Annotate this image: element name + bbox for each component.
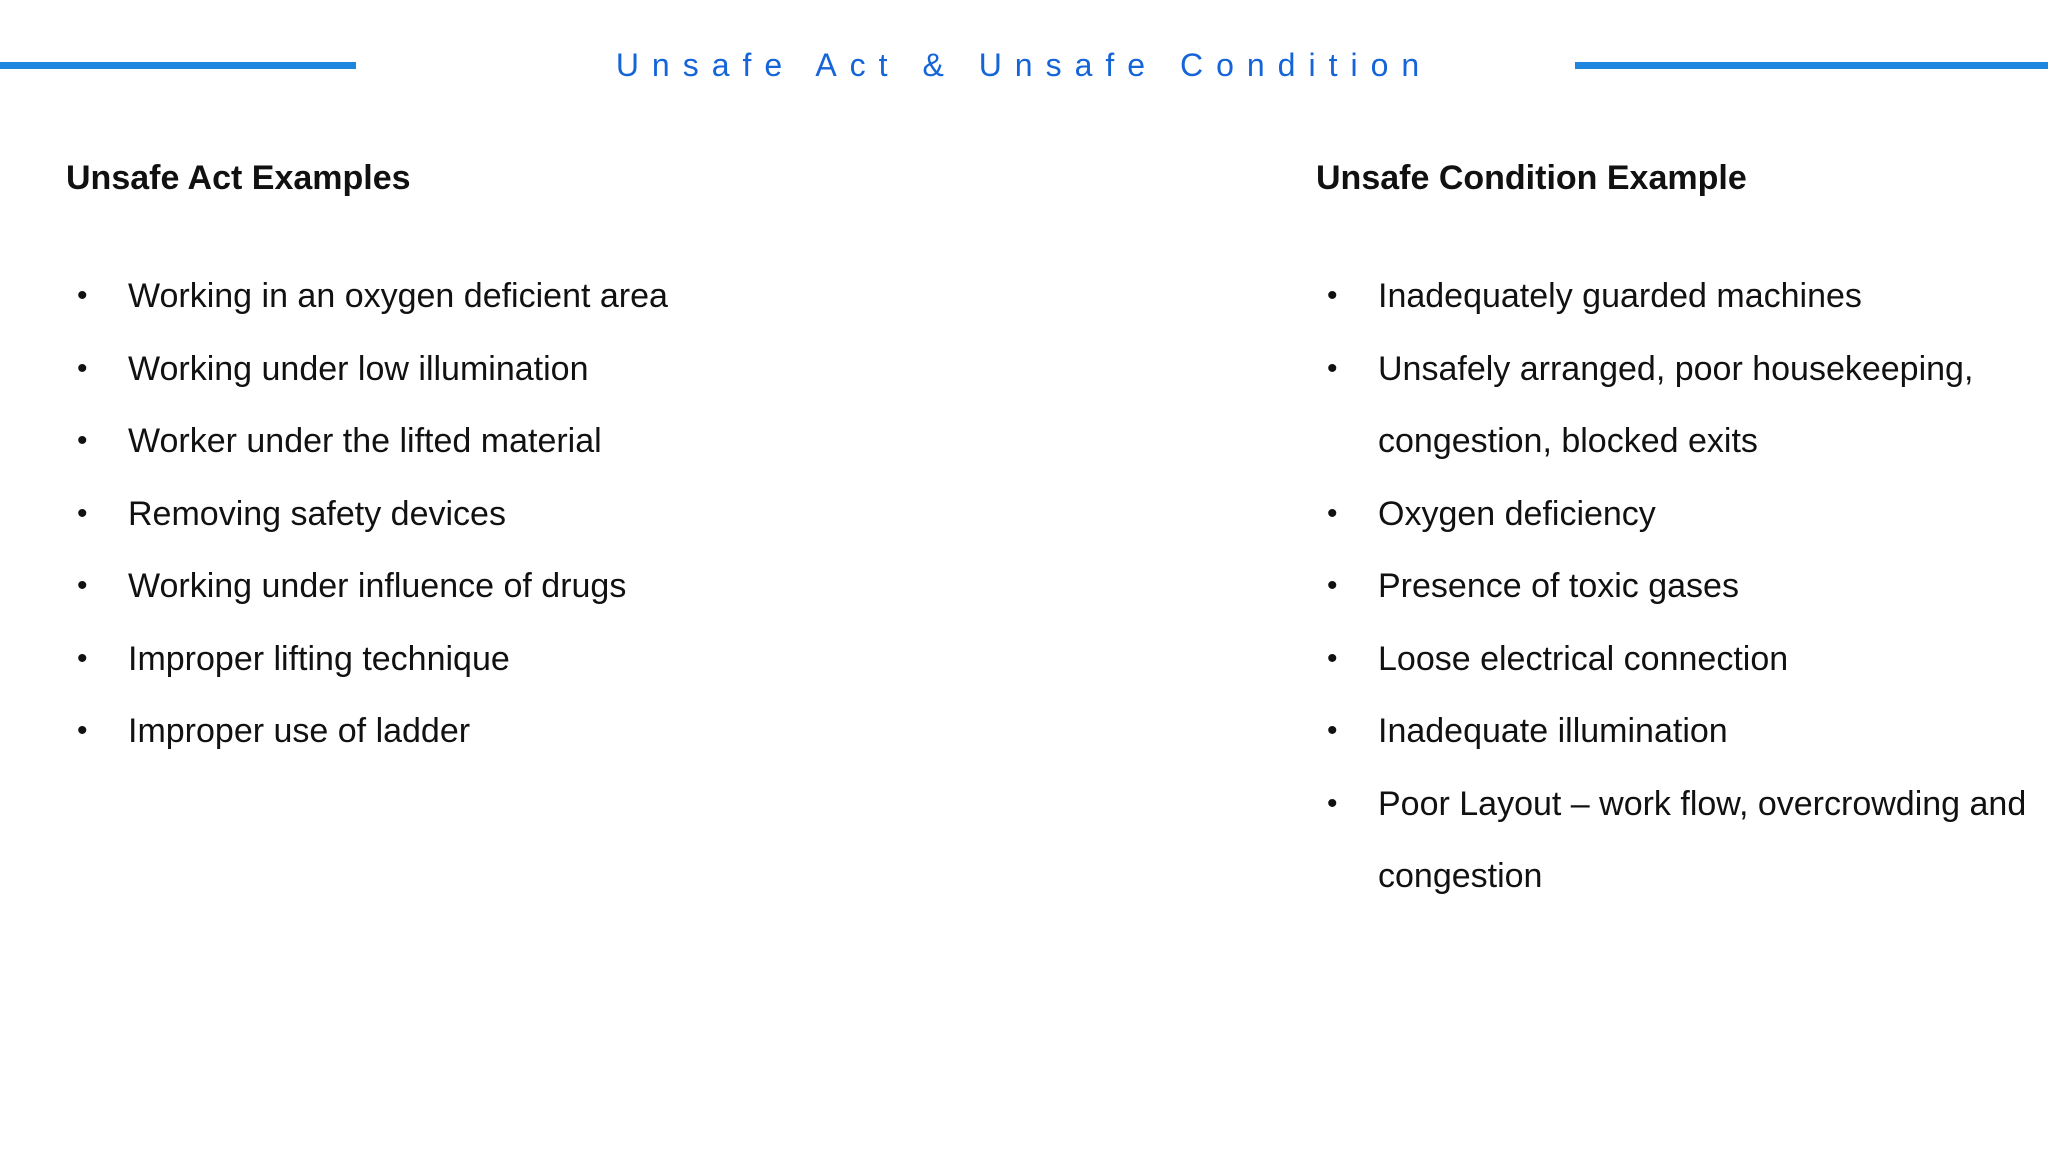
- list-item: • Presence of toxic gases: [1316, 550, 2036, 623]
- unsafe-condition-heading: Unsafe Condition Example: [1316, 159, 1747, 197]
- list-item: • Inadequately guarded machines: [1316, 260, 2036, 333]
- slide-title: Unsafe Act & Unsafe Condition: [615, 47, 1433, 83]
- unsafe-act-column: [66, 150, 1266, 768]
- list-item: • Working under influence of drugs: [66, 550, 1266, 623]
- list-item: • Loose electrical connection: [1316, 623, 2036, 696]
- list-item: • Inadequate illumination: [1316, 695, 2036, 768]
- list-item: • Oxygen deficiency: [1316, 478, 2036, 551]
- unsafe-act-list: [66, 260, 1266, 768]
- unsafe-condition-list: [1316, 260, 2036, 913]
- list-item: • Working in an oxygen deficient area: [66, 260, 1266, 333]
- list-item: • Unsafely arranged, poor housekeeping, congestion, blocked exits: [1316, 333, 2036, 478]
- unsafe-act-heading: Unsafe Act Examples: [66, 159, 411, 197]
- list-item: • Poor Layout – work flow, overcrowding and congestion: [1316, 768, 2036, 913]
- unsafe-condition-column: [1316, 150, 2036, 913]
- list-item: • Improper use of ladder: [66, 695, 1266, 768]
- list-item: • Removing safety devices: [66, 478, 1266, 551]
- list-item: • Working under low illumination: [66, 333, 1266, 406]
- list-item: • Worker under the lifted material: [66, 405, 1266, 478]
- list-item: • Improper lifting technique: [66, 623, 1266, 696]
